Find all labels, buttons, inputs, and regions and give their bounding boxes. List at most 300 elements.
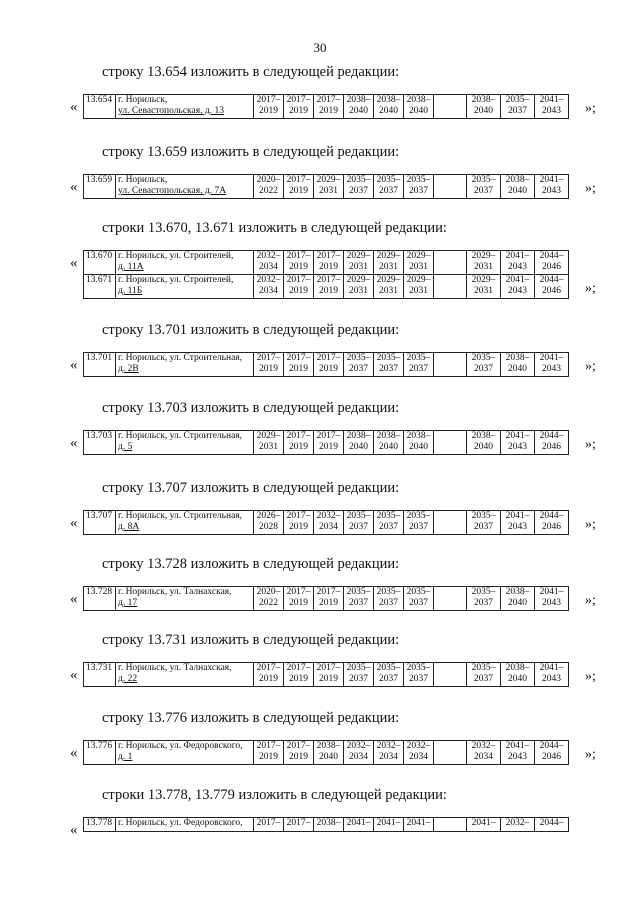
table-row [84,251,569,275]
address-line-1: г. Норильск, ул. Федоровского, [118,741,243,751]
period-end: 2019 [289,106,308,116]
quote-open: « [70,435,78,451]
quote-open: « [70,179,78,195]
period-cell [535,818,569,832]
period-start: 2017– [316,95,341,105]
period-start: 2032– [376,741,401,751]
period-end: 2046 [542,442,561,452]
period-end: 2019 [289,522,308,532]
period-cell [467,431,501,455]
period-start: 2017– [286,663,311,673]
period-cell [284,587,314,611]
period-start: 2035– [471,587,496,597]
period-start: 2017– [286,175,311,185]
period-start: 2032– [505,818,530,828]
empty-cell [434,741,467,765]
period-start: 2035– [376,353,401,363]
address-line-1: г. Норильск, ул. Талнахская, [118,663,232,673]
period-start: 2017– [286,741,311,751]
table-row [84,587,569,611]
amendment-table [83,510,569,535]
period-cell [314,251,344,275]
period-end: 2046 [542,262,561,272]
period-end: 2019 [319,598,338,608]
period-cell [535,251,569,275]
address-line-2: ул. Севастопольская, д. 7А [118,186,227,196]
quote-open: « [70,255,78,271]
period-start: 2035– [406,511,431,521]
period-start: 2017– [286,818,311,828]
period-cell [501,587,535,611]
period-start: 2035– [406,587,431,597]
period-start: 2017– [316,587,341,597]
period-end: 2037 [474,522,493,532]
period-end: 2037 [409,598,428,608]
address-line-1: г. Норильск, [118,175,168,185]
period-start: 2035– [346,511,371,521]
period-start: 2035– [346,353,371,363]
period-start: 2038– [316,741,341,751]
period-end: 2022 [259,186,278,196]
period-start: 2017– [316,275,341,285]
period-end: 2019 [289,186,308,196]
empty-cell [434,431,467,455]
quote-open: « [70,745,78,761]
period-end: 2043 [508,442,527,452]
period-start: 2035– [346,587,371,597]
amendment-table [83,586,569,611]
period-start: 2017– [256,741,281,751]
period-start: 2035– [471,175,496,185]
period-cell [344,251,374,275]
period-start: 2041– [471,818,496,828]
period-cell [374,818,404,832]
period-end: 2037 [474,364,493,374]
period-cell [314,587,344,611]
quote-close: »; [585,281,596,296]
period-start: 2017– [316,431,341,441]
period-cell [374,663,404,687]
period-cell [501,663,535,687]
period-start: 2038– [505,353,530,363]
address-line-1: г. Норильск, ул. Строителей, [118,275,234,285]
address-cell [116,353,254,377]
period-end: 2043 [508,286,527,296]
period-end: 2037 [474,598,493,608]
quote-open: « [70,822,78,838]
period-cell [501,95,535,119]
address-cell [116,663,254,687]
period-cell [535,275,569,299]
address-line-2: д. 11Б [118,286,143,296]
period-end: 2043 [542,364,561,374]
period-end: 2031 [474,262,493,272]
period-start: 2038– [346,431,371,441]
period-cell [374,275,404,299]
row-number: 13.671 [84,275,116,299]
quote-close: »; [585,359,596,374]
period-cell [467,818,501,832]
period-cell [535,511,569,535]
period-end: 2031 [349,286,368,296]
address-line-2: д. 8А [118,522,140,532]
row-number: 13.659 [84,175,116,199]
amendment-heading: строку 13.707 изложить в следующей редакции: [102,480,400,496]
period-end: 2043 [542,598,561,608]
period-end: 2040 [508,364,527,374]
period-start: 2017– [256,95,281,105]
period-start: 2032– [316,511,341,521]
row-number: 13.654 [84,95,116,119]
period-start: 2035– [505,95,530,105]
table-row [84,818,569,832]
period-start: 2041– [505,511,530,521]
amendment-table [83,94,569,119]
period-cell [284,275,314,299]
table-row [84,431,569,455]
period-start: 2029– [406,275,431,285]
period-cell [344,275,374,299]
period-cell [501,431,535,455]
period-cell [254,818,284,832]
period-start: 2041– [346,818,371,828]
period-end: 2046 [542,752,561,762]
period-cell [467,511,501,535]
table-row [84,275,569,299]
row-number: 13.776 [84,741,116,765]
period-end: 2031 [349,262,368,272]
amendment-heading: строку 13.654 изложить в следующей редакции: [102,64,400,80]
period-start: 2041– [539,95,564,105]
period-cell [254,251,284,275]
period-start: 2041– [376,818,401,828]
period-cell [501,511,535,535]
period-start: 2017– [316,251,341,261]
period-cell [254,95,284,119]
row-number: 13.670 [84,251,116,275]
period-start: 2041– [505,275,530,285]
period-start: 2020– [256,175,281,185]
period-end: 2019 [319,106,338,116]
period-start: 2035– [406,663,431,673]
period-start: 2035– [406,353,431,363]
period-end: 2037 [409,522,428,532]
quote-open: « [70,99,78,115]
empty-cell [434,251,467,275]
period-start: 2035– [376,663,401,673]
period-end: 2037 [379,522,398,532]
period-end: 2037 [474,186,493,196]
period-cell [467,587,501,611]
period-cell [344,95,374,119]
row-number: 13.703 [84,431,116,455]
period-cell [404,175,434,199]
empty-cell [434,511,467,535]
period-start: 2017– [316,353,341,363]
period-end: 2028 [259,522,278,532]
period-cell [467,175,501,199]
quote-close: »; [585,747,596,762]
period-start: 2044– [539,511,564,521]
period-end: 2040 [379,442,398,452]
period-cell [344,431,374,455]
period-cell [314,511,344,535]
period-cell [314,275,344,299]
period-cell [284,251,314,275]
period-start: 2035– [346,663,371,673]
period-cell [374,353,404,377]
period-start: 2038– [505,663,530,673]
period-cell [467,353,501,377]
period-end: 2037 [379,598,398,608]
period-start: 2044– [539,275,564,285]
empty-cell [434,818,467,832]
period-end: 2019 [289,442,308,452]
period-end: 2040 [508,186,527,196]
address-cell [116,587,254,611]
period-cell [535,663,569,687]
period-cell [284,175,314,199]
amendment-table [83,662,569,687]
period-cell [284,353,314,377]
address-line-1: г. Норильск, ул. Талнахская, [118,587,232,597]
address-cell [116,95,254,119]
period-cell [254,511,284,535]
period-start: 2035– [471,663,496,673]
period-start: 2017– [316,663,341,673]
period-cell [344,587,374,611]
period-cell [344,175,374,199]
quote-close: »; [585,593,596,608]
period-end: 2019 [319,442,338,452]
period-end: 2037 [379,674,398,684]
address-cell [116,818,254,832]
period-cell [535,741,569,765]
period-start: 2041– [539,587,564,597]
period-cell [374,587,404,611]
period-cell [501,275,535,299]
period-start: 2038– [376,431,401,441]
period-start: 2044– [539,431,564,441]
row-number: 13.728 [84,587,116,611]
period-cell [467,741,501,765]
address-line-1: г. Норильск, ул. Федоровского, [118,818,243,828]
period-start: 2029– [406,251,431,261]
period-end: 2031 [379,262,398,272]
period-cell [284,511,314,535]
quote-open: « [70,667,78,683]
amendment-heading: строку 13.731 изложить в следующей редакции: [102,632,400,648]
period-start: 2017– [256,353,281,363]
period-cell [314,353,344,377]
period-cell [374,95,404,119]
row-number: 13.778 [84,818,116,832]
period-start: 2035– [376,587,401,597]
quote-open: « [70,515,78,531]
period-end: 2031 [409,286,428,296]
amendment-heading: строки 13.778, 13.779 изложить в следующей редакции: [102,787,447,803]
address-line-2: д. 22 [118,674,138,684]
period-start: 2026– [256,511,281,521]
period-cell [314,741,344,765]
period-end: 2034 [259,286,278,296]
period-end: 2034 [409,752,428,762]
row-number: 13.731 [84,663,116,687]
period-start: 2020– [256,587,281,597]
quote-close: »; [585,669,596,684]
period-end: 2019 [259,364,278,374]
address-line-1: г. Норильск, ул. Строительная, [118,511,243,521]
period-cell [344,818,374,832]
period-cell [535,175,569,199]
row-number: 13.707 [84,511,116,535]
period-start: 2038– [376,95,401,105]
period-start: 2017– [286,587,311,597]
period-start: 2029– [316,175,341,185]
period-cell [284,95,314,119]
period-cell [284,431,314,455]
period-start: 2029– [471,251,496,261]
period-start: 2017– [256,663,281,673]
amendment-table [83,430,569,455]
period-start: 2029– [256,431,281,441]
quote-close: »; [585,181,596,196]
period-cell [535,353,569,377]
period-end: 2037 [349,598,368,608]
period-end: 2043 [542,106,561,116]
period-start: 2038– [505,175,530,185]
period-cell [467,251,501,275]
period-cell [501,175,535,199]
period-start: 2035– [376,511,401,521]
period-end: 2037 [379,186,398,196]
period-cell [404,251,434,275]
period-start: 2035– [406,175,431,185]
period-end: 2019 [319,286,338,296]
period-cell [344,663,374,687]
period-start: 2035– [346,175,371,185]
period-start: 2041– [539,663,564,673]
period-cell [314,431,344,455]
quote-open: « [70,591,78,607]
period-end: 2022 [259,598,278,608]
period-end: 2034 [474,752,493,762]
page-number: 30 [313,40,327,55]
period-cell [467,663,501,687]
period-start: 2029– [376,251,401,261]
amendment-heading: строки 13.670, 13.671 изложить в следующей редакции: [102,220,447,236]
period-end: 2046 [542,522,561,532]
period-start: 2038– [406,431,431,441]
address-line-2: д. 1 [118,752,133,762]
address-cell [116,741,254,765]
table-row [84,663,569,687]
period-start: 2041– [539,353,564,363]
period-start: 2038– [406,95,431,105]
period-cell [284,663,314,687]
period-end: 2040 [349,106,368,116]
quote-open: « [70,357,78,373]
period-cell [404,431,434,455]
period-end: 2019 [289,286,308,296]
period-end: 2040 [409,442,428,452]
period-cell [501,818,535,832]
amendment-heading: строку 13.703 изложить в следующей редакции: [102,400,400,416]
period-cell [314,175,344,199]
period-cell [374,251,404,275]
period-end: 2040 [474,106,493,116]
address-cell [116,511,254,535]
period-end: 2040 [379,106,398,116]
empty-cell [434,275,467,299]
period-start: 2017– [256,818,281,828]
period-cell [404,511,434,535]
period-end: 2043 [508,522,527,532]
period-end: 2031 [259,442,278,452]
row-number: 13.701 [84,353,116,377]
period-end: 2037 [508,106,527,116]
table-row [84,353,569,377]
empty-cell [434,175,467,199]
address-line-2: д. 11А [118,262,144,272]
period-end: 2037 [349,364,368,374]
period-cell [254,741,284,765]
address-line-1: г. Норильск, ул. Строительная, [118,353,243,363]
address-cell [116,275,254,299]
period-end: 2037 [474,674,493,684]
period-start: 2032– [256,251,281,261]
period-cell [404,818,434,832]
period-start: 2038– [316,818,341,828]
address-cell [116,175,254,199]
period-start: 2029– [376,275,401,285]
period-start: 2032– [256,275,281,285]
period-end: 2034 [319,522,338,532]
period-cell [404,95,434,119]
period-end: 2019 [289,674,308,684]
period-start: 2041– [505,431,530,441]
period-end: 2037 [409,364,428,374]
period-cell [284,741,314,765]
address-cell [116,431,254,455]
period-end: 2037 [349,186,368,196]
period-start: 2038– [346,95,371,105]
period-cell [374,175,404,199]
period-cell [344,741,374,765]
period-end: 2040 [508,598,527,608]
period-end: 2037 [379,364,398,374]
period-end: 2031 [409,262,428,272]
period-end: 2043 [542,186,561,196]
period-start: 2017– [286,275,311,285]
period-end: 2040 [349,442,368,452]
period-end: 2019 [289,364,308,374]
address-line-1: г. Норильск, ул. Строительная, [118,431,243,441]
address-line-2: д. 2В [118,364,139,374]
period-cell [374,511,404,535]
amendment-table [83,740,569,765]
period-cell [404,353,434,377]
address-cell [116,251,254,275]
period-cell [374,431,404,455]
period-end: 2046 [542,286,561,296]
period-cell [535,431,569,455]
period-start: 2029– [346,251,371,261]
period-end: 2019 [259,674,278,684]
period-end: 2040 [409,106,428,116]
amendment-table [83,174,569,199]
amendment-heading: строку 13.659 изложить в следующей редакции: [102,144,400,160]
